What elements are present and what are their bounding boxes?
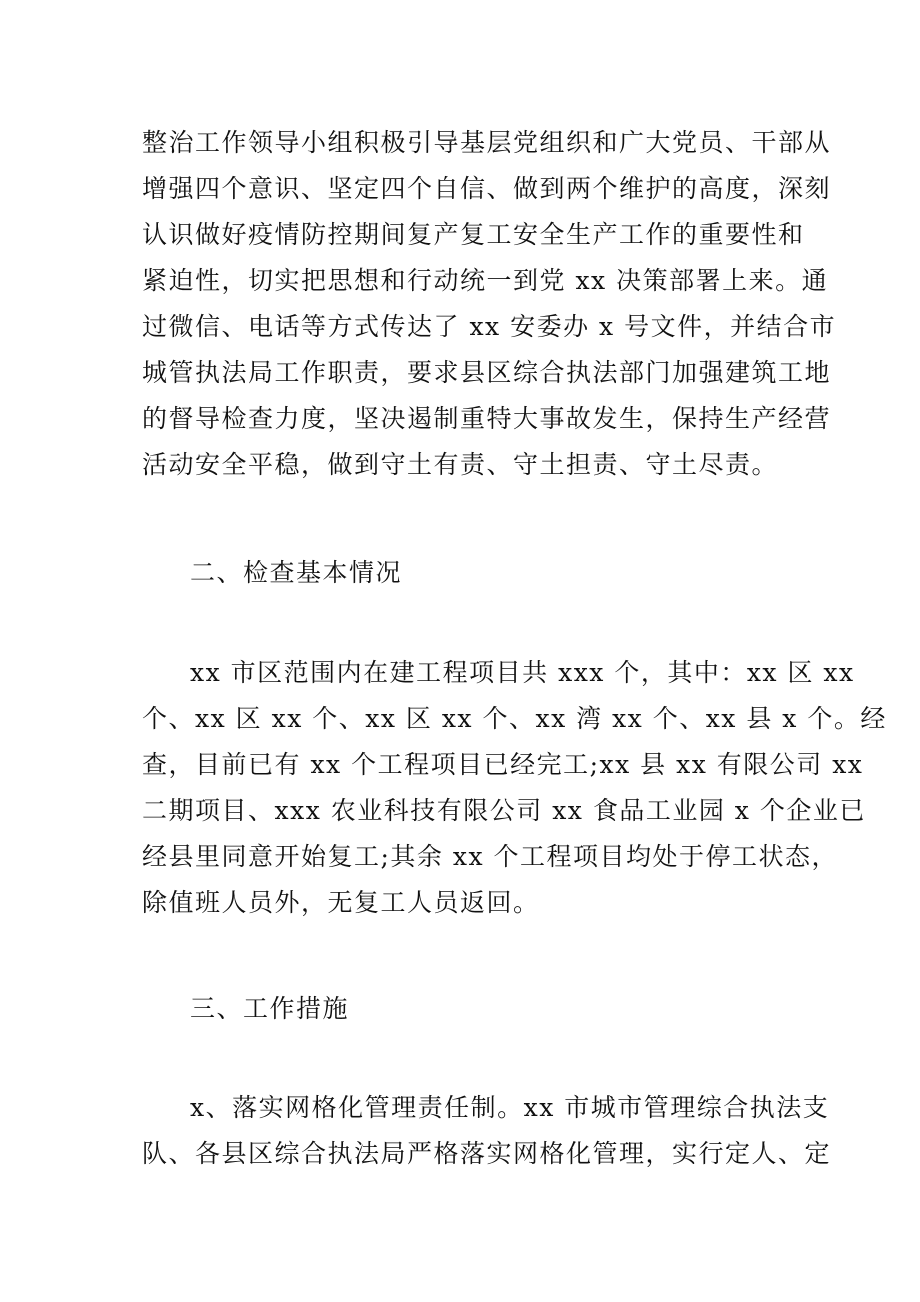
paragraph-line: 查，目前已有 xx 个工程项目已经完工;xx 县 xx 有限公司 xx [142, 750, 864, 779]
paragraph-line: 队、各县区综合执法局严格落实网格化管理，实行定人、定 [142, 1139, 832, 1168]
paragraph-line: 过微信、电话等方式传达了 xx 安委办 x 号文件，并结合市 [142, 312, 837, 341]
paragraph-line: 整治工作领导小组积极引导基层党组织和广大党员、干部从 [142, 128, 832, 157]
paragraph-line: 增强四个意识、坚定四个自信、做到两个维护的高度，深刻 [142, 174, 832, 203]
paragraph-line: 的督导检查力度，坚决遏制重特大事故发生，保持生产经营 [142, 404, 832, 433]
paragraph-line: 活动安全平稳，做到守土有责、守土担责、守土尽责。 [142, 450, 779, 479]
paragraph-line: 除值班人员外，无复工人员返回。 [142, 888, 540, 917]
section-heading-text: 三、工作措施 [190, 994, 350, 1023]
paragraph-line: 个、xx 区 xx 个、xx 区 xx 个、xx 湾 xx 个、xx 县 x 个。经 [142, 704, 887, 733]
paragraph-line: 经县里同意开始复工;其余 xx 个工程项目均处于停工状态， [142, 842, 839, 871]
paragraph-line: x、落实网格化管理责任制。xx 市城市管理综合执法支 [190, 1093, 830, 1122]
paragraph-line: 紧迫性，切实把思想和行动统一到党 xx 决策部署上来。通 [142, 266, 829, 295]
paragraph-line: 城管执法局工作职责，要求县区综合执法部门加强建筑工地 [142, 358, 832, 387]
paragraph-line: 认识做好疫情防控期间复产复工安全生产工作的重要性和 [142, 220, 805, 249]
section-heading-text: 二、检查基本情况 [190, 558, 403, 587]
paragraph-line: 二期项目、xxx 农业科技有限公司 xx 食品工业园 x 个企业已 [142, 796, 866, 825]
paragraph-line: xx 市区范围内在建工程项目共 xxx 个，其中：xx 区 xx [190, 658, 855, 687]
